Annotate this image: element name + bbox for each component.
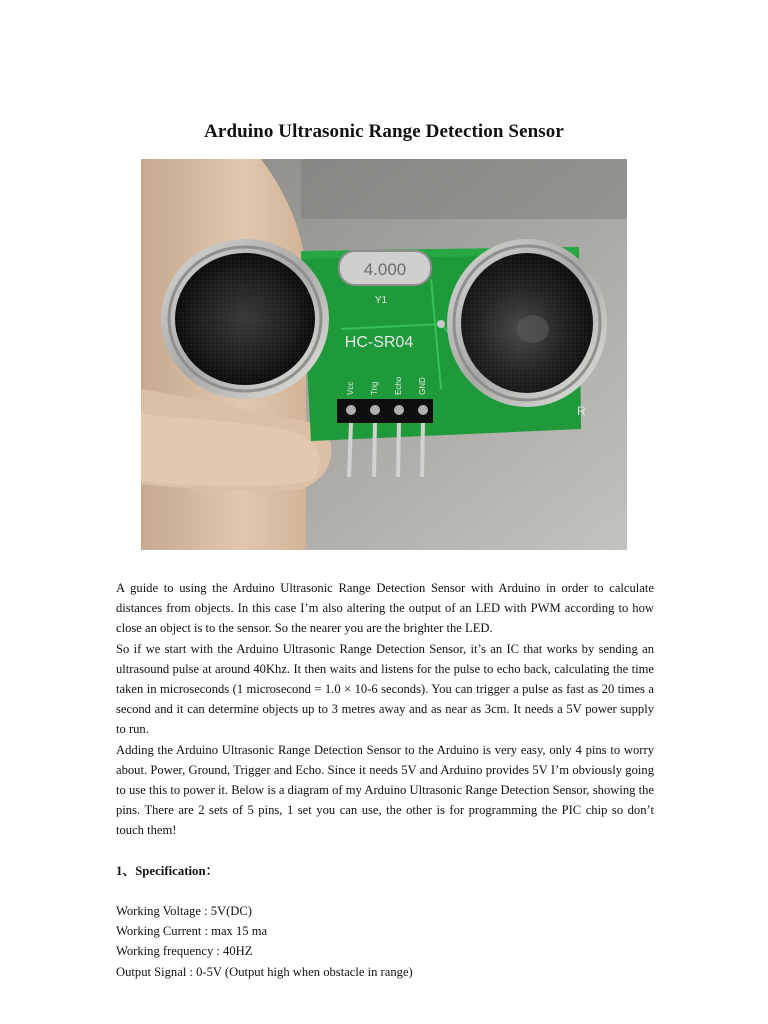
r-label: R	[577, 404, 586, 418]
pin-label-trig: Trig	[370, 381, 379, 395]
paragraph-how-it-works: So if we start with the Arduino Ultrasonic Range Detection Sensor, it’s an IC that works by sending an ultrasound pulse at around 40Khz. It then waits and listens for the pulse to echo back, calculating the time taken in microseconds (1 microsecond = 1.0 × 10-6 seconds). You can trigger a pulse as fast as 20 times a second and it can determine objects up to 3 metres away and as near as 3cm. It needs a 5V power supply to run.	[116, 641, 654, 737]
spec-working-current: Working Current : max 15 ma	[116, 924, 268, 939]
body-text	[116, 578, 654, 841]
pin-label-gnd: GND	[418, 377, 427, 395]
document-title: Arduino Ultrasonic Range Detection Sensor	[204, 121, 564, 142]
spec-working-frequency: Working frequency : 40HZ	[116, 944, 253, 959]
spec-working-voltage: Working Voltage : 5V(DC)	[116, 904, 252, 918]
spec-output-signal: Output Signal : 0-5V (Output high when obstacle in range)	[116, 964, 413, 979]
model-label: HC-SR04	[344, 334, 414, 351]
pin-label-vcc: Vcc	[346, 381, 355, 395]
specification-list	[116, 901, 413, 982]
paragraph-intro: A guide to using the Arduino Ultrasonic Range Detection Sensor with Arduino in order to calculate distances from objects. In this case I’m also altering the output of an LED with PWM according to how close an object is to the sensor. So the nearer you are the brighter the LED.	[116, 581, 654, 636]
section-heading-specification: 1、Specification：	[116, 864, 219, 878]
paragraph-wiring: Adding the Arduino Ultrasonic Range Detection Sensor to the Arduino is very easy, only 4 pins to worry about. Power, Ground, Trigger and Echo. Since it needs 5V and Arduino provides 5V I’m obviously going to use this to power it. Below is a diagram of my Arduino Ultrasonic Range Detection Sensor, showing the pins. There are 2 sets of 5 pins, 1 set you can use, the other is for programming the PIC chip so don’t touch them!	[116, 742, 654, 838]
y1-label: Y1	[374, 295, 388, 306]
pin-label-echo: Echo	[394, 376, 403, 395]
crystal-label: 4.000	[363, 260, 407, 279]
sensor-photo	[141, 159, 627, 550]
